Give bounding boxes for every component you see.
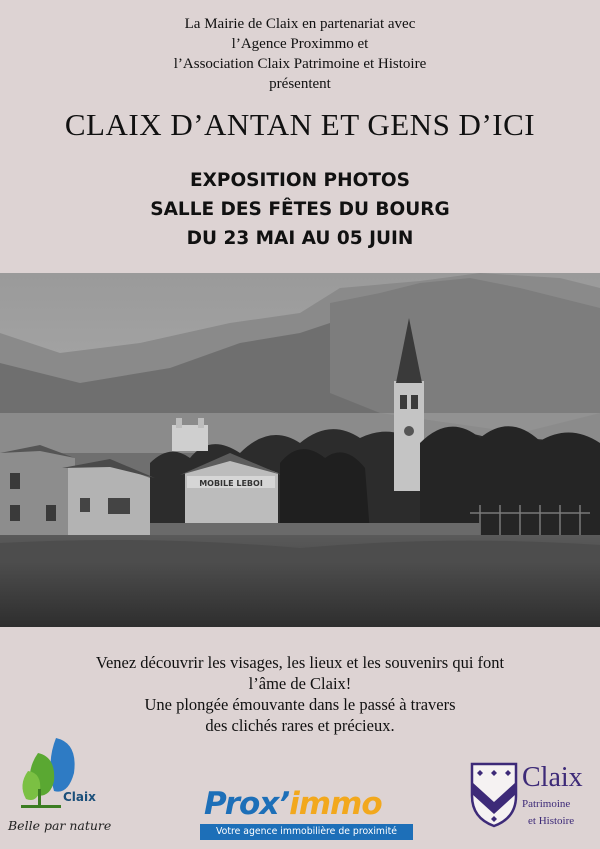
intro-text — [0, 14, 600, 94]
intro-line: l’Agence Proximmo et — [231, 36, 369, 52]
claix-logo — [8, 733, 118, 843]
event-dates: DU 23 MAI AU 05 JUIN — [186, 228, 414, 249]
exhibition-description — [0, 652, 600, 736]
proximmo-logo — [200, 786, 415, 842]
desc-line: Une plongée émouvante dans le passé à travers — [144, 695, 456, 714]
event-details — [0, 166, 600, 253]
desc-line: l’âme de Claix! — [248, 674, 352, 693]
intro-line: l’Association Claix Patrimoine et Histoire — [173, 56, 427, 72]
proximmo-part2: immo — [289, 786, 382, 822]
proximmo-tagline: Votre agence immobilière de proximité — [200, 824, 413, 840]
event-venue: SALLE DES FÊTES DU BOURG — [150, 199, 450, 220]
intro-line: La Mairie de Claix en partenariat avec — [184, 16, 416, 32]
historic-village-photo — [0, 273, 600, 627]
event-type: EXPOSITION PHOTOS — [190, 170, 410, 191]
patrimoine-logo-line2: Patrimoine — [522, 798, 571, 810]
intro-line: présentent — [269, 76, 331, 92]
proximmo-wordmark — [204, 786, 382, 822]
poster-title: CLAIX D’ANTAN ET GENS D’ICI — [64, 107, 536, 142]
desc-line: des clichés rares et précieux. — [205, 716, 395, 735]
desc-line: Venez découvrir les visages, les lieux et les souvenirs qui font — [95, 653, 505, 672]
patrimoine-logo-name: Claix — [522, 762, 583, 793]
village-photo-illustration — [0, 273, 600, 627]
proximmo-part1: Prox’ — [204, 786, 290, 822]
patrimoine-logo-line3: et Histoire — [528, 815, 575, 827]
claix-logo-name: Claix — [63, 790, 96, 804]
shield-crest-icon — [470, 762, 518, 828]
patrimoine-logo — [470, 762, 598, 832]
shop-sign: MOBILE LEBOI — [199, 479, 263, 488]
claix-logo-tagline: Belle par nature — [8, 818, 112, 833]
